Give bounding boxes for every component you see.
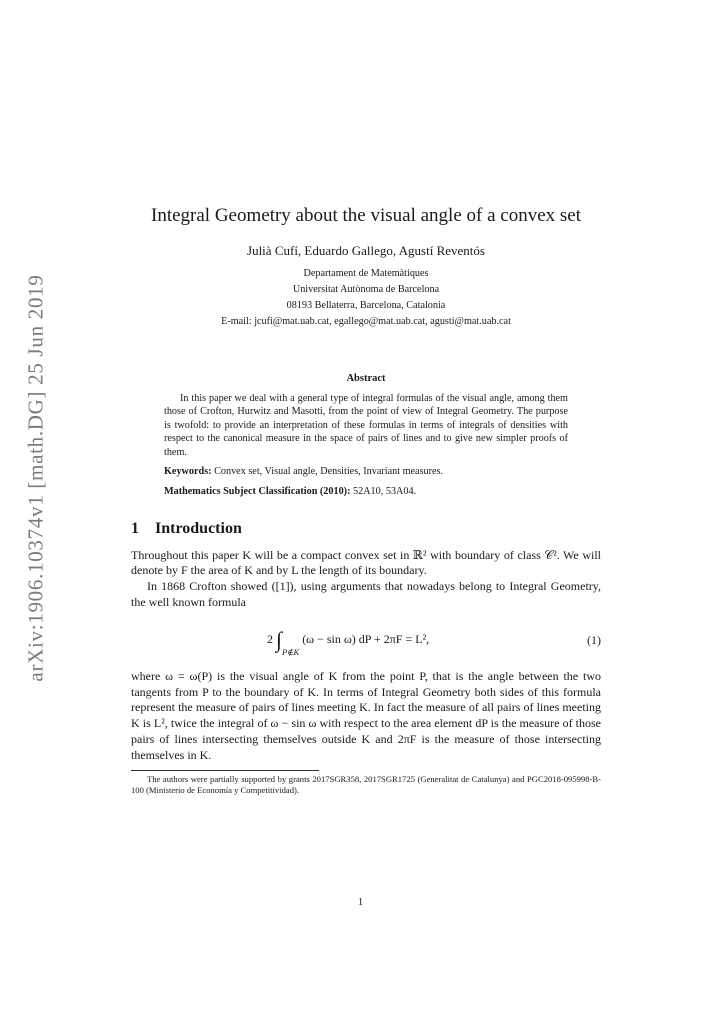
equation-prefix: 2 bbox=[267, 631, 273, 646]
intro-paragraph-3: where ω = ω(P) is the visual angle of K from the point P, that is the angle between the two tangents from P to the boundary of K. In terms of Integral Geometry both sides of this formula represent the measure of pairs of lines meeting K. In fact the measure of all pairs of lines meeting K is L², twice the integral of ω − sin ω with respect to the area element dP is the measure of those pairs of lines intersecting themselves outside K and 2πF is the measure of those intersecting themselves in K. bbox=[131, 668, 601, 762]
affiliation-line: Universitat Autònoma de Barcelona bbox=[292, 284, 440, 295]
keywords-label: Keywords: bbox=[164, 465, 212, 477]
keywords-line bbox=[164, 463, 568, 480]
page-number: 1 bbox=[357, 896, 364, 908]
msc-label: Mathematics Subject Classification (2010): bbox=[164, 485, 351, 497]
equation-crofton bbox=[131, 619, 601, 665]
arxiv-identifier-stamp: arXiv:1906.10374v1 [math.DG] 25 Jun 2019 bbox=[23, 274, 48, 682]
msc-line bbox=[164, 483, 568, 500]
abstract-text: In this paper we deal with a general type of integral formulas of the visual angle, among them those of Crofton, Hurwitz and Masotti, from the point of view of Integral Geometry. The purpose is twofold: to provide an interpretation of these formulas in terms of integrals of densities with respect to the canonical measure in the space of pairs of lines and to give new simpler proofs of them. bbox=[164, 392, 568, 458]
msc-value: 52A10, 53A04. bbox=[353, 485, 417, 497]
abstract-section bbox=[164, 372, 568, 500]
abstract-heading: Abstract bbox=[346, 373, 386, 384]
equation-number: (1) bbox=[587, 632, 601, 647]
affiliation-email: E-mail: jcufi@mat.uab.cat, egallego@mat.uab.cat, agusti@mat.uab.cat bbox=[221, 316, 511, 327]
funding-footnote: The authors were partially supported by grants 2017SGR358, 2017SGR1725 (Generalitat de Catalunya) and PGC2018-095998-B-100 (Ministerio de Economía y Competitividad). bbox=[131, 773, 601, 796]
integral-sign: ∫ bbox=[276, 626, 283, 652]
affiliation-block bbox=[131, 266, 601, 330]
section-title: Introduction bbox=[155, 519, 242, 537]
keywords-value: Convex set, Visual angle, Densities, Invariant measures. bbox=[214, 465, 444, 477]
intro-paragraph-1: Throughout this paper K will be a compact convex set in ℝ² with boundary of class 𝒞². We will denote by F the area of K and by L the length of its boundary. bbox=[131, 547, 601, 578]
affiliation-line: Departament de Matemàtiques bbox=[303, 268, 429, 279]
equation-body bbox=[267, 626, 430, 657]
intro-paragraph-2: In 1868 Crofton showed ([1]), using arguments that nowadays belong to Integral Geometry, the well known formula bbox=[131, 579, 601, 609]
section-heading-introduction bbox=[131, 518, 601, 540]
footnote-divider bbox=[131, 770, 319, 771]
integral-subscript: P∉K bbox=[282, 646, 300, 657]
paper-first-page bbox=[131, 200, 601, 797]
paper-title: Integral Geometry about the visual angle of a convex set bbox=[151, 205, 581, 226]
section-number: 1 bbox=[131, 519, 139, 537]
author-list: Julià Cufí, Eduardo Gallego, Agustí Reventós bbox=[247, 243, 485, 258]
equation-expression: (ω − sin ω) dP + 2πF = L², bbox=[302, 631, 430, 646]
affiliation-line: 08193 Bellaterra, Barcelona, Catalonia bbox=[286, 300, 446, 311]
